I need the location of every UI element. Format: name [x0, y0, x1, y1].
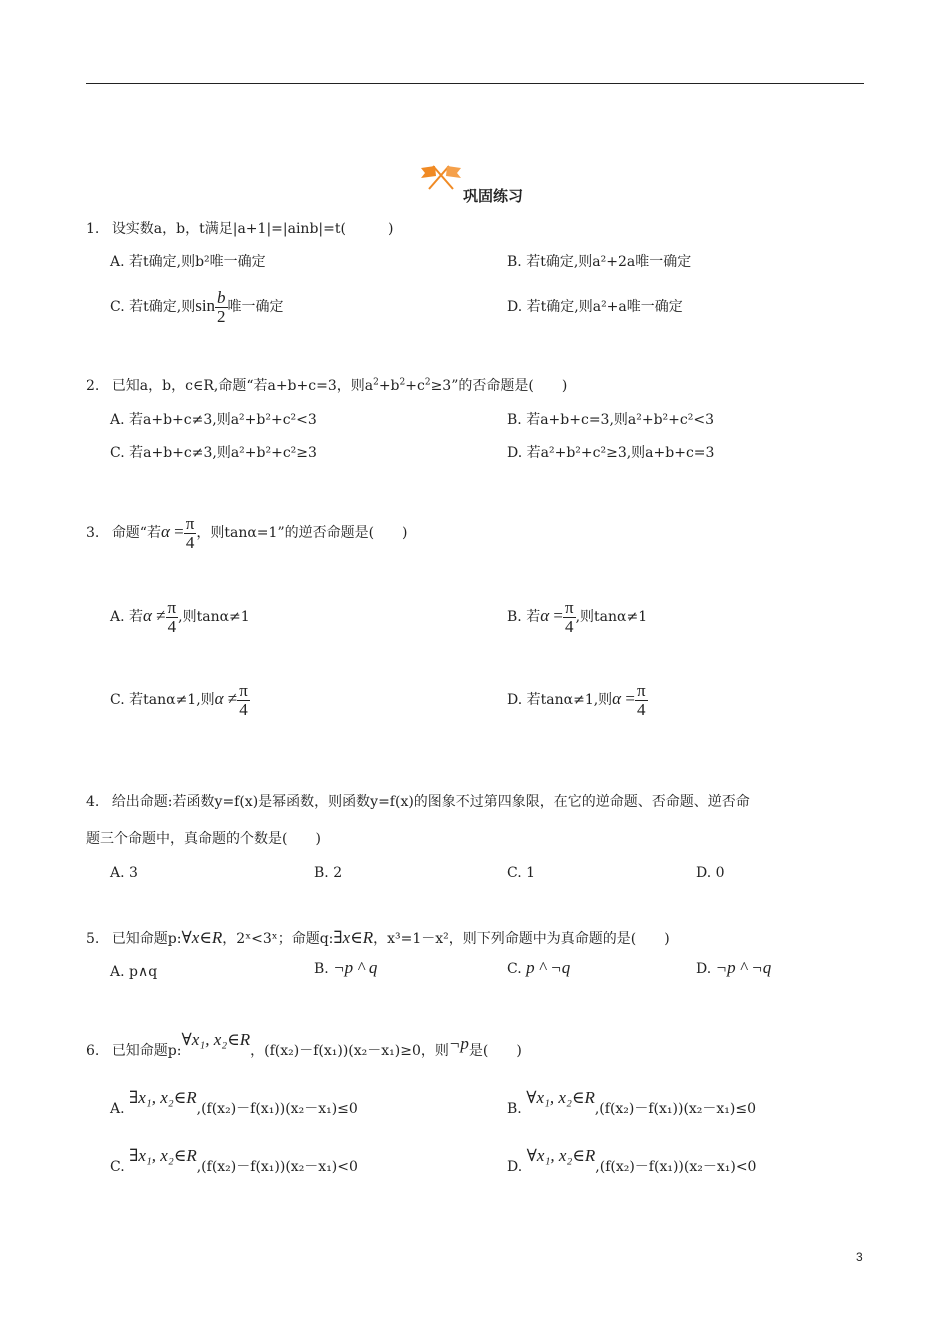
option-a: A. 若a+b+c≠3,则a²+b²+c²<3 — [110, 412, 317, 428]
option-d: D. 若tanα≠1,则α = $\frac{\pi}{4}$ — [507, 680, 646, 719]
option-a: A. ∃x₁, x₂∈R,(f(x₂)－f(x₁))(x₂－x₁)≤0 — [110, 1088, 358, 1117]
option-text: 若t确定,则b²唯一确定 — [129, 254, 266, 270]
question-2: 2. 已知a，b，c∈R,命题“若a+b+c=3，则$a^2+b^2+c^2\ge 3$”的否命题是( ) — [86, 377, 568, 394]
question-3: 3. 命题“若α = $\frac{\pi}{4}$ ，则tanα=1”的逆否命题是( ) — [86, 513, 408, 552]
question-1 — [86, 219, 393, 239]
option-b: B. 若α = $\frac{\pi}{4}$ ,则tanα≠1 — [507, 597, 648, 636]
option-c: C. 1 — [507, 865, 536, 881]
option-a: A. 3 — [110, 865, 138, 881]
option-b: B. 2 — [314, 865, 343, 881]
question-6: 6. 已知命题p:∀x₁, x₂∈R，(f(x₂)－f(x₁))(x₂－x₁)≥0，则¬p是( ) — [86, 1030, 522, 1059]
option-b: B. ∀x₁, x₂∈R,(f(x₂)－f(x₁))(x₂－x₁)≤0 — [507, 1088, 757, 1117]
option-d: D. ¬p ^ ¬q — [696, 958, 772, 977]
option-a: A. 若t确定,则b²唯一确定 — [110, 254, 266, 270]
option-b: B. 若a+b+c=3,则a²+b²+c²<3 — [507, 412, 714, 428]
question-4: 4. 给出命题:若函数y=f(x)是幂函数，则函数y=f(x)的图象不过第四象限，在它的逆命题、否命题、逆否命 — [86, 794, 750, 810]
exists-x-in-R: ∃x∈R — [333, 928, 374, 947]
page-number: 3 — [856, 1250, 863, 1264]
option-d: D. ∀x₁, x₂∈R,(f(x₂)－f(x₁))(x₂－x₁)<0 — [507, 1146, 757, 1175]
section-title: 巩固练习 — [463, 187, 524, 205]
option-c: C. ∃x₁, x₂∈R,(f(x₂)－f(x₁))(x₂－x₁)<0 — [110, 1146, 358, 1175]
question-5: 5. 已知命题p:∀x∈R，2ˣ<3ˣ；命题q:∃x∈R，x³=1－x²，则下列命题中为真命题的是( ) — [86, 928, 670, 947]
question-number: 1. — [86, 221, 100, 237]
option-a: A. p∧q — [110, 964, 158, 980]
forall-x1-x2-in-R: ∀x₁, x₂∈R — [181, 1030, 251, 1049]
math-sin: sin — [195, 296, 216, 315]
option-d: D. 0 — [696, 865, 725, 881]
crossed-flags-icon — [419, 163, 463, 191]
option-d: D. 若t确定,则a²+a唯一确定 — [507, 299, 683, 315]
option-text: 若t确定,则a²+a唯一确定 — [526, 299, 683, 315]
question-4-line2: 题三个命题中，真命题的个数是( ) — [86, 831, 321, 847]
option-c: C. 若a+b+c≠3,则a²+b²+c²≥3 — [110, 445, 317, 461]
option-b: B. 若t确定,则a²+2a唯一确定 — [507, 254, 692, 270]
option-a: A. 若α ≠ $\frac{\pi}{4}$ ,则tanα≠1 — [110, 597, 250, 636]
option-d: D. 若a²+b²+c²≥3,则a+b+c=3 — [507, 445, 715, 461]
question-stem: 设实数a，b，t满足|a+1|=|ainb|=t( ) — [111, 221, 394, 237]
option-c: C. 若tanα≠1,则α ≠ $\frac{\pi}{4}$ — [110, 680, 248, 719]
option-text: 若t确定,则a²+2a唯一确定 — [526, 254, 692, 270]
option-c: C. 若t确定,则sin $\frac{b}{2}$ 唯一确定 — [110, 287, 284, 326]
not-p: ¬p — [448, 1034, 469, 1053]
header-rule — [86, 83, 864, 84]
forall-x-in-R: ∀x∈R — [181, 928, 223, 947]
option-c: C. p ^ ¬q — [507, 958, 571, 977]
fraction: $\frac{b}{2}$ — [217, 287, 226, 326]
option-b: B. ¬p ^ q — [314, 958, 378, 977]
